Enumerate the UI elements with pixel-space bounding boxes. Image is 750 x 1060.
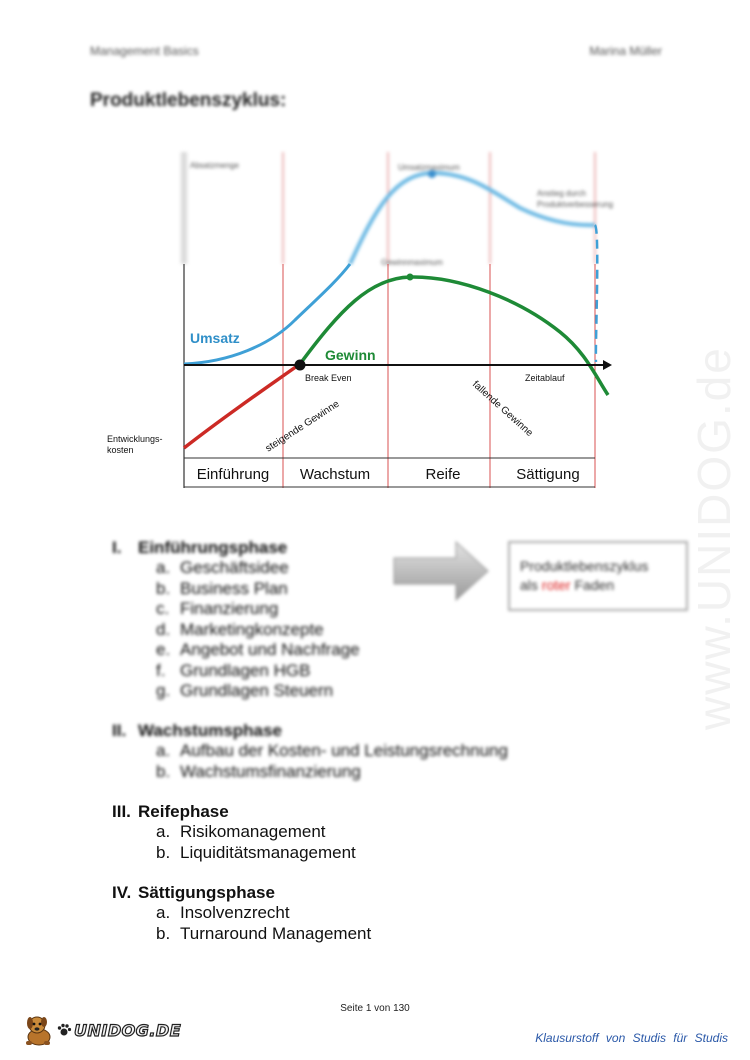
unidog-logo xyxy=(22,1013,181,1047)
phase-4-title xyxy=(112,883,371,903)
gewinn-label: Gewinn xyxy=(325,347,376,363)
phase-3 xyxy=(112,802,356,863)
break-even-point xyxy=(295,360,306,371)
list-item: b. Turnaround Management xyxy=(156,923,372,943)
phase-3-title-text: Reifephase xyxy=(138,802,229,821)
gewinnmaximum-point xyxy=(407,274,414,281)
chart-blurred-top xyxy=(180,152,613,267)
umsatz-curve-top xyxy=(350,173,595,264)
gewinnmaximum-label: Gewinnmaximum xyxy=(381,258,443,267)
phase-1-number: I. xyxy=(112,538,122,557)
logo-text: UNIDOG.DE xyxy=(74,1020,182,1040)
phase-1-list xyxy=(112,558,360,702)
x-axis-arrow xyxy=(603,360,612,370)
phase-2-title-text: Wachstumsphase xyxy=(138,721,282,740)
phase-3-list xyxy=(112,822,356,863)
list-item: g. Grundlagen Steuern xyxy=(156,681,334,700)
page-number: Seite 1 von 130 xyxy=(340,1003,410,1014)
phase-3-title xyxy=(112,802,356,822)
list-item: d. Marketingkonzepte xyxy=(156,619,324,639)
list-item: a. Risikomanagement xyxy=(156,822,326,841)
callout-line-1: Produktlebenszyklus xyxy=(520,558,649,574)
phase-2-number: II. xyxy=(112,721,127,740)
list-item: b. Wachstumsfinanzierung xyxy=(156,761,361,781)
header-left: Management Basics xyxy=(90,44,199,58)
header-right: Marina Müller xyxy=(589,44,662,58)
watermark xyxy=(620,280,750,750)
umsatzmaximum-label: Umsatzmaximum xyxy=(398,163,460,172)
anstieg-label-1: Anstieg durch xyxy=(537,189,586,198)
entwicklungskosten-label-1: Entwicklungs- xyxy=(107,434,163,444)
stage-wachstum: Wachstum xyxy=(299,466,371,483)
list-item: e. Angebot und Nachfrage xyxy=(156,640,360,659)
phase-2-title xyxy=(112,721,508,741)
break-even-label: Break Even xyxy=(305,373,352,383)
phase-4-title-text: Sättigungsphase xyxy=(138,883,275,902)
entwicklungskosten-label-2: kosten xyxy=(107,445,134,455)
stage-einfuehrung: Einführung xyxy=(196,466,270,483)
phase-1-title-text: Einführungsphase xyxy=(138,538,288,557)
phase-4-list xyxy=(112,903,371,944)
y-axis-label: Absatzmenge xyxy=(190,161,239,170)
anstieg-label-2: Produktverbesserung xyxy=(537,200,614,209)
right-arrow-icon xyxy=(392,540,492,602)
callout-line-2: als roter Faden xyxy=(520,577,615,593)
phase-2-list xyxy=(112,741,508,782)
phase-4 xyxy=(112,883,371,944)
x-axis-label: Zeitablauf xyxy=(525,373,565,383)
paw-icon xyxy=(56,1022,72,1038)
list-item: f. Grundlagen HGB xyxy=(156,660,311,680)
watermark-text: www.UNIDOG.de xyxy=(688,346,740,730)
dog-icon xyxy=(22,1013,56,1047)
list-item: c. Finanzierung xyxy=(156,599,279,618)
phase-1-title xyxy=(112,538,360,558)
phase-1 xyxy=(112,538,360,702)
list-item: a. Insolvenzrecht xyxy=(156,903,290,922)
fallende-gewinne-label: fallende Gewinne xyxy=(469,379,535,439)
phase-2 xyxy=(112,721,508,782)
umsatz-label: Umsatz xyxy=(190,330,240,346)
page-title: Produktlebenszyklus: xyxy=(90,90,287,111)
phase-3-number: III. xyxy=(112,802,131,821)
footer-tagline: Klausurstoff von Studis für Studis xyxy=(535,1031,728,1045)
list-item: a. Aufbau der Kosten- und Leistungsrechnung xyxy=(156,741,508,760)
stage-saettigung: Sättigung xyxy=(516,466,580,483)
list-item: b. Liquiditätsmanagement xyxy=(156,842,356,862)
product-lifecycle-diagram xyxy=(100,140,640,500)
phase-4-number: IV. xyxy=(112,883,132,902)
steigende-gewinne-label: steigende Gewinne xyxy=(263,398,342,455)
list-item: b. Business Plan xyxy=(156,578,288,598)
list-item: a. Geschäftsidee xyxy=(156,558,289,577)
stage-reife: Reife xyxy=(425,466,461,483)
